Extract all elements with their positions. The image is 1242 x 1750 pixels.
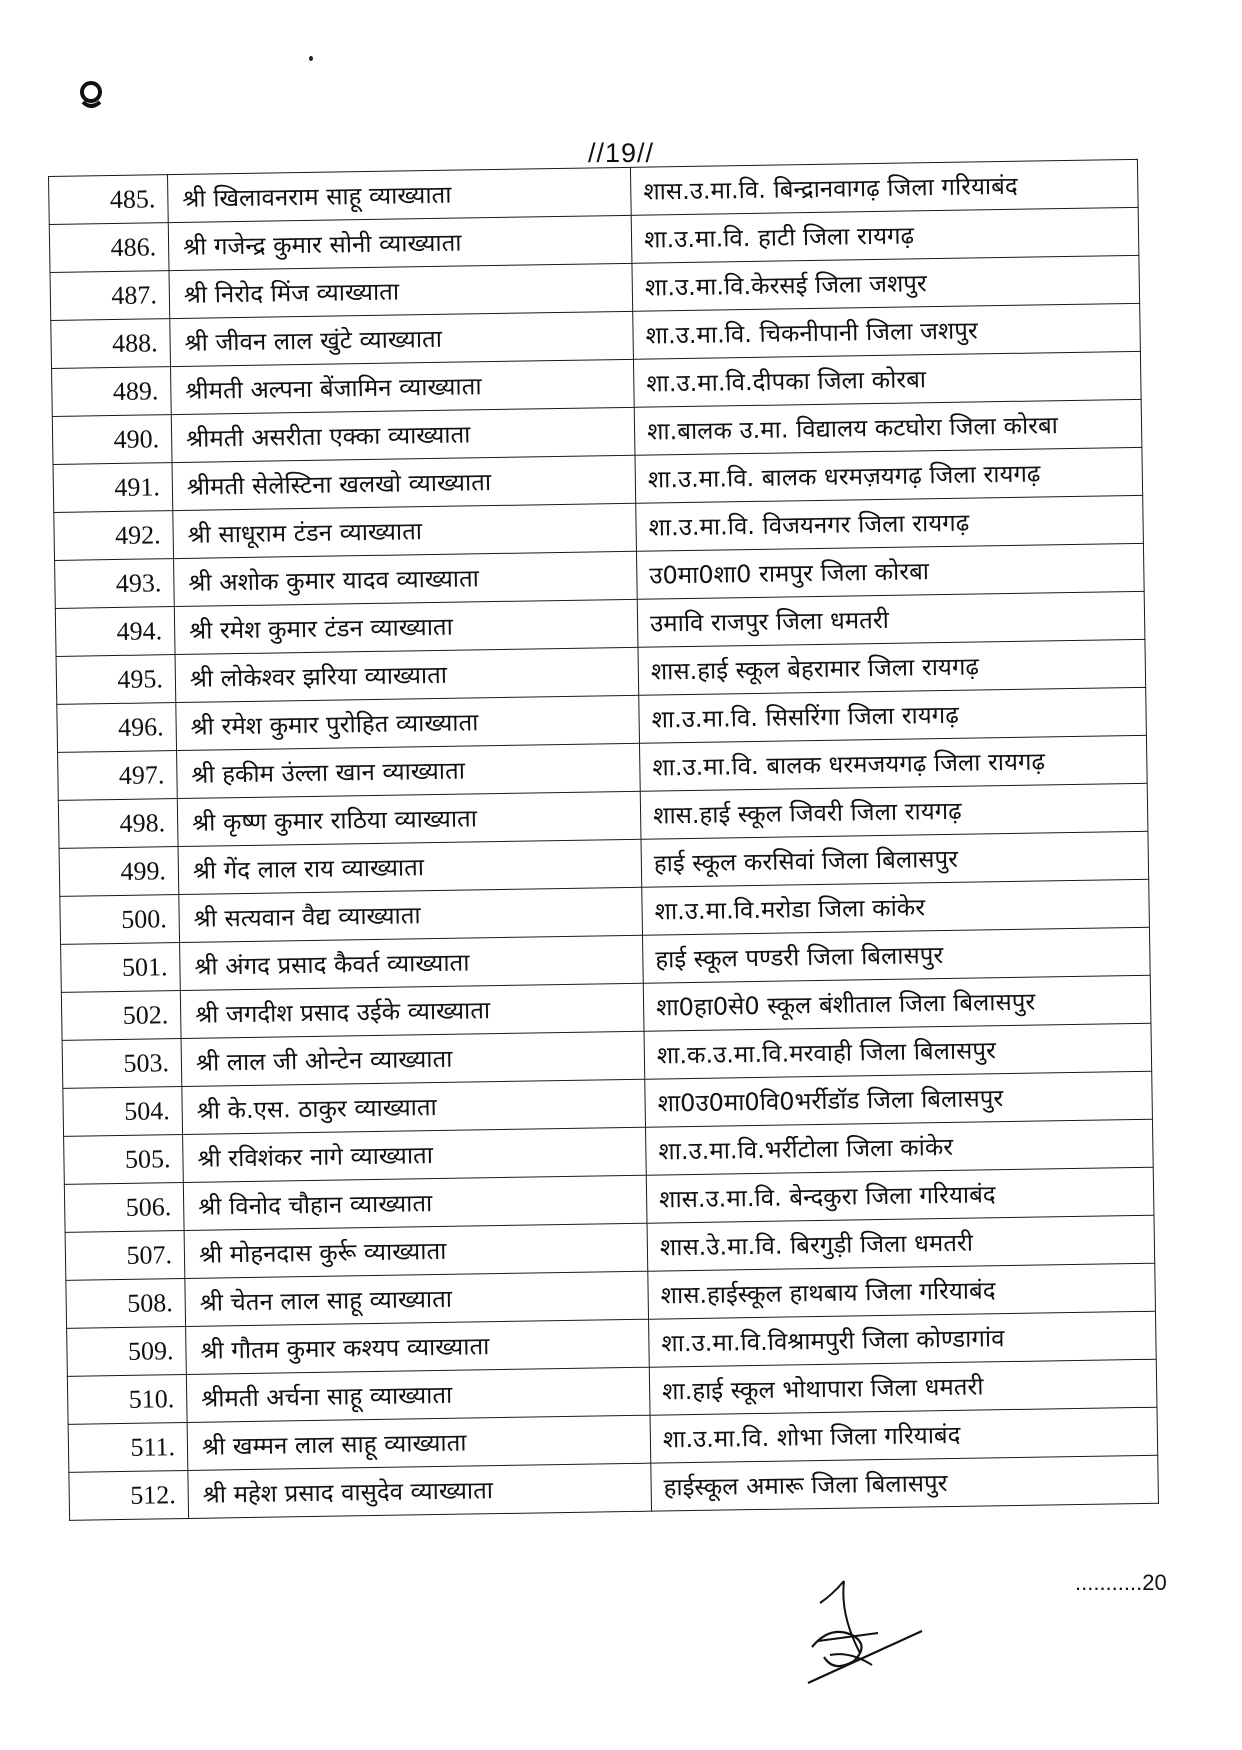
serial-number: 493. xyxy=(55,559,175,609)
employee-name: श्रीमती अर्चना साहू व्याख्याता xyxy=(186,1367,650,1422)
serial-number: 505. xyxy=(64,1135,184,1185)
employee-name: श्री रमेश कुमार टंडन व्याख्याता xyxy=(174,599,638,654)
school-name: हाई स्कूल करसिवां जिला बिलासपुर xyxy=(641,831,1149,887)
school-name: हाईस्कूल अमारू जिला बिलासपुर xyxy=(651,1455,1159,1511)
employee-name: श्री महेश प्रसाद वासुदेव व्याख्याता xyxy=(188,1463,652,1518)
serial-number: 503. xyxy=(62,1039,182,1089)
school-name: शा.उ.मा.वि. हाटी जिला रायगढ़ xyxy=(631,207,1139,263)
school-name: शा.बालक उ.मा. विद्यालय कटघोरा जिला कोरबा xyxy=(634,399,1142,455)
employee-name: श्री लाल जी ओन्टेन व्याख्याता xyxy=(181,1031,645,1086)
employee-name: श्रीमती अल्पना बेंजामिन व्याख्याता xyxy=(171,359,635,414)
employee-name: श्री रविशंकर नागे व्याख्याता xyxy=(183,1127,647,1182)
serial-number: 499. xyxy=(59,847,179,897)
employee-name: श्री मोहनदास कुर्रू व्याख्याता xyxy=(184,1223,648,1278)
serial-number: 508. xyxy=(66,1278,186,1328)
employee-name: श्रीमती असरीता एक्का व्याख्याता xyxy=(171,407,635,462)
serial-number: 489. xyxy=(52,367,172,417)
serial-number: 501. xyxy=(61,943,181,993)
serial-number: 488. xyxy=(51,319,171,369)
school-name: शा.उ.मा.वि. बालक धरमजयगढ़ जिला रायगढ़ xyxy=(639,735,1147,791)
employee-name: श्री गौतम कुमार कश्यप व्याख्याता xyxy=(186,1319,650,1374)
employee-name: श्री हकीम उंल्ला खान व्याख्याता xyxy=(177,743,641,798)
school-name: शा.उ.मा.वि.केरसई जिला जशपुर xyxy=(632,255,1140,311)
serial-number: 509. xyxy=(67,1326,187,1376)
school-name: शास.उ.मा.वि. बेन्दकुरा जिला गरियाबंद xyxy=(646,1167,1154,1223)
signature-icon xyxy=(800,1575,930,1685)
school-name: शा0हा0से0 स्कूल बंशीताल जिला बिलासपुर xyxy=(643,975,1151,1031)
school-name: शा.उ.मा.वि. चिकनीपानी जिला जशपुर xyxy=(633,303,1141,359)
employee-name: श्री अशोक कुमार यादव व्याख्याता xyxy=(174,551,638,606)
employee-name: श्री साधूराम टंडन व्याख्याता xyxy=(173,503,637,558)
employee-name: श्री गेंद लाल राय व्याख्याता xyxy=(178,839,642,894)
staff-list-table xyxy=(48,159,1159,1521)
school-name: शा0उ0मा0वि0भर्रीडॉड जिला बिलासपुर xyxy=(645,1071,1153,1127)
serial-number: 507. xyxy=(65,1230,185,1280)
serial-number: 485. xyxy=(49,175,169,225)
school-name: शा.उ.मा.वि. बालक धरमज़यगढ़ जिला रायगढ़ xyxy=(635,447,1143,503)
circle-stamp-icon xyxy=(78,80,104,110)
school-name: शास.हाईस्कूल हाथबाय जिला गरियाबंद xyxy=(648,1263,1156,1319)
school-name: हाई स्कूल पण्डरी जिला बिलासपुर xyxy=(642,927,1150,983)
employee-name: श्री विनोद चौहान व्याख्याता xyxy=(183,1175,647,1230)
serial-number: 492. xyxy=(54,511,174,561)
serial-number: 500. xyxy=(60,895,180,945)
serial-number: 491. xyxy=(53,463,173,513)
school-name: उ0मा0शा0 रामपुर जिला कोरबा xyxy=(636,543,1144,599)
employee-name: श्री खिलावनराम साहू व्याख्याता xyxy=(167,167,631,222)
serial-number: 498. xyxy=(58,799,178,849)
school-name: शा.उ.मा.वि.मरोडा जिला कांकेर xyxy=(642,879,1150,935)
serial-number: 486. xyxy=(49,223,169,273)
staff-list-table-container xyxy=(48,159,1159,1521)
serial-number: 502. xyxy=(61,991,181,1041)
school-name: शा.उ.मा.वि. सिसरिंगा जिला रायगढ़ xyxy=(639,687,1147,743)
school-name: शा.उ.मा.वि.दीपका जिला कोरबा xyxy=(633,351,1141,407)
employee-name: श्री लोकेश्वर झरिया व्याख्याता xyxy=(175,647,639,702)
ink-dot xyxy=(309,56,313,61)
school-name: शा.उ.मा.वि.विश्रामपुरी जिला कोण्डागांव xyxy=(649,1311,1157,1367)
employee-name: श्री कृष्ण कुमार राठिया व्याख्याता xyxy=(177,791,641,846)
employee-name: श्री के.एस. ठाकुर व्याख्याता xyxy=(182,1079,646,1134)
school-name: शास.उे.मा.वि. बिरगुड़ी जिला धमतरी xyxy=(647,1215,1155,1271)
serial-number: 510. xyxy=(67,1374,187,1424)
table-body xyxy=(49,159,1159,1520)
serial-number: 497. xyxy=(58,751,178,801)
serial-number: 490. xyxy=(52,415,172,465)
serial-number: 495. xyxy=(56,655,176,705)
serial-number: 496. xyxy=(57,703,177,753)
continuation-marker: ...........20 xyxy=(1075,1570,1167,1595)
school-name: शा.उ.मा.वि. शोभा जिला गरियाबंद xyxy=(650,1407,1158,1463)
employee-name: श्रीमती सेलेस्टिना खलखो व्याख्याता xyxy=(172,455,636,510)
school-name: शा.हाई स्कूल भोथापारा जिला धमतरी xyxy=(649,1359,1157,1415)
employee-name: श्री खम्मन लाल साहू व्याख्याता xyxy=(187,1415,651,1470)
serial-number: 494. xyxy=(55,607,175,657)
employee-name: श्री जीवन लाल खुंटे व्याख्याता xyxy=(170,311,634,366)
school-name: उमावि राजपुर जिला धमतरी xyxy=(637,591,1145,647)
serial-number: 511. xyxy=(68,1422,188,1472)
serial-number: 512. xyxy=(69,1470,189,1520)
employee-name: श्री जगदीश प्रसाद उईके व्याख्याता xyxy=(180,983,644,1038)
serial-number: 504. xyxy=(63,1087,183,1137)
page-number: //19// xyxy=(587,138,655,168)
serial-number: 487. xyxy=(50,271,170,321)
employee-name: श्री सत्यवान वैद्य व्याख्याता xyxy=(179,887,643,942)
school-name: शा.क.उ.मा.वि.मरवाही जिला बिलासपुर xyxy=(644,1023,1152,1079)
employee-name: श्री चेतन लाल साहू व्याख्याता xyxy=(185,1271,649,1326)
school-name: शास.उ.मा.वि. बिन्द्रानवागढ़ जिला गरियाबंद xyxy=(630,159,1138,215)
serial-number: 506. xyxy=(64,1182,184,1232)
school-name: शास.हाई स्कूल जिवरी जिला रायगढ़ xyxy=(640,783,1148,839)
school-name: शास.हाई स्कूल बेहरामार जिला रायगढ़ xyxy=(638,639,1146,695)
employee-name: श्री निरोद मिंज व्याख्याता xyxy=(169,263,633,318)
school-name: शा.उ.मा.वि.भर्रीटोला जिला कांकेर xyxy=(646,1119,1154,1175)
employee-name: श्री रमेश कुमार पुरोहित व्याख्याता xyxy=(176,695,640,750)
employee-name: श्री अंगद प्रसाद कैवर्त व्याख्याता xyxy=(180,935,644,990)
employee-name: श्री गजेन्द्र कुमार सोनी व्याख्याता xyxy=(168,215,632,270)
school-name: शा.उ.मा.वि. विजयनगर जिला रायगढ़ xyxy=(636,495,1144,551)
